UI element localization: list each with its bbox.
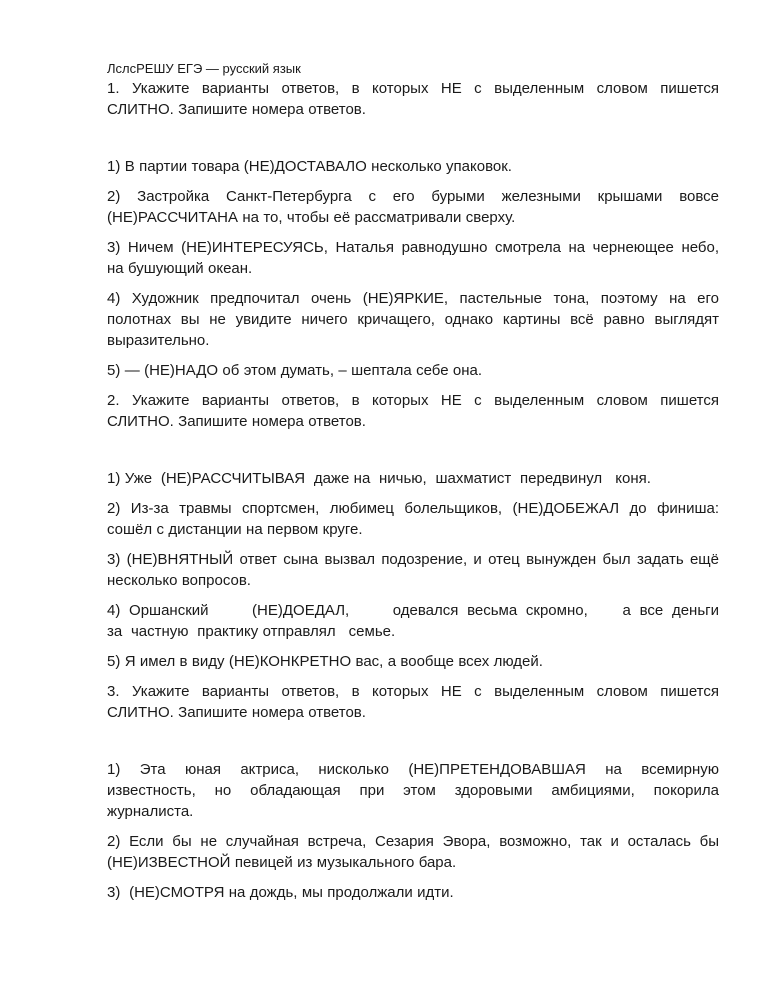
answer-option	[107, 600, 719, 642]
question-prompt-line: СЛИТНО. Запишите номера ответов.	[107, 101, 366, 118]
answer-option-line: 2) Из-за травмы спортсмен, любимец болельщиков, (НЕ)ДОБЕЖАЛ до финиша:	[107, 500, 719, 517]
answer-option	[107, 156, 719, 177]
question-prompt-line: 3. Укажите варианты ответов, в которых НЕ с выделенным словом пишется	[107, 683, 719, 700]
question-prompt	[107, 681, 719, 723]
answer-option-line: 2) Если бы не случайная встреча, Сезария Эвора, возможно, так и осталась бы	[107, 833, 719, 850]
answer-option	[107, 288, 719, 351]
answer-option	[107, 651, 719, 672]
question-prompt-line: 2. Укажите варианты ответов, в которых НЕ с выделенным словом пишется	[107, 392, 719, 409]
question-prompt	[107, 78, 719, 120]
question-prompt-line: СЛИТНО. Запишите номера ответов.	[107, 704, 366, 721]
answer-option	[107, 237, 719, 279]
answer-option-line: 3) Ничем (НЕ)ИНТЕРЕСУЯСЬ, Наталья равнодушно смотрела на чернеющее небо,	[107, 239, 719, 256]
document-header-title: ЛслсРЕШУ ЕГЭ — русский язык	[107, 61, 301, 76]
answer-option	[107, 360, 719, 381]
answer-option	[107, 882, 719, 903]
answer-option-line: выразительно.	[107, 332, 210, 349]
answer-option-line: журналиста.	[107, 803, 194, 820]
answer-option	[107, 186, 719, 228]
answer-option-line: 1) Уже (НЕ)РАССЧИТЫВАЯ даже на ничью, шахматист передвинул коня.	[107, 470, 651, 487]
answer-option	[107, 549, 719, 591]
answer-option	[107, 468, 719, 489]
questions-list	[107, 78, 719, 903]
answer-option-line: за частную практику отправлял семье.	[107, 623, 396, 640]
answer-option-line: 4) Художник предпочитал очень (НЕ)ЯРКИЕ, пастельные тона, поэтому на его	[107, 290, 719, 307]
answer-option-line: известность, но обладающая при этом здоровыми амбициями, покорила	[107, 782, 719, 799]
answer-option	[107, 831, 719, 873]
answer-option-line: 3) (НЕ)ВНЯТНЫЙ ответ сына вызвал подозрение, и отец вынужден был задать ещё	[107, 551, 719, 568]
question-block	[107, 681, 719, 903]
answer-option	[107, 759, 719, 822]
question-prompt-line: СЛИТНО. Запишите номера ответов.	[107, 413, 366, 430]
answer-option-line: 5) — (НЕ)НАДО об этом думать, – шептала себе она.	[107, 362, 483, 379]
answer-option-line: сошёл с дистанции на первом круге.	[107, 521, 363, 538]
question-block	[107, 78, 719, 381]
answer-option-line: 1) Эта юная актриса, нисколько (НЕ)ПРЕТЕНДОВАВШАЯ на всемирную	[107, 761, 719, 778]
answer-option-line: 3) (НЕ)СМОТРЯ на дождь, мы продолжали идти.	[107, 884, 454, 901]
answer-option-line: (НЕ)РАССЧИТАНА на то, чтобы её рассматривали сверху.	[107, 209, 516, 226]
answer-option-line: 1) В партии товара (НЕ)ДОСТАВАЛО несколько упаковок.	[107, 158, 512, 175]
answer-option-line: (НЕ)ИЗВЕСТНОЙ певицей из музыкального бара.	[107, 854, 457, 871]
question-block	[107, 390, 719, 672]
question-prompt	[107, 390, 719, 432]
answer-option-line: 2) Застройка Санкт-Петербурга с его бурыми железными крышами вовсе	[107, 188, 719, 205]
answer-option-line: 4) Оршанский (НЕ)ДОЕДАЛ, одевался весьма скромно, а все деньги	[107, 602, 719, 619]
answer-option-line: несколько вопросов.	[107, 572, 251, 589]
question-prompt-line: 1. Укажите варианты ответов, в которых НЕ с выделенным словом пишется	[107, 80, 719, 97]
answer-option-line: на бушующий океан.	[107, 260, 253, 277]
answer-option-line: полотнах вы не увидите ничего кричащего, однако картины всё равно выглядят	[107, 311, 719, 328]
answer-option	[107, 498, 719, 540]
answer-option-line: 5) Я имел в виду (НЕ)КОНКРЕТНО вас, а вообще всех людей.	[107, 653, 543, 670]
